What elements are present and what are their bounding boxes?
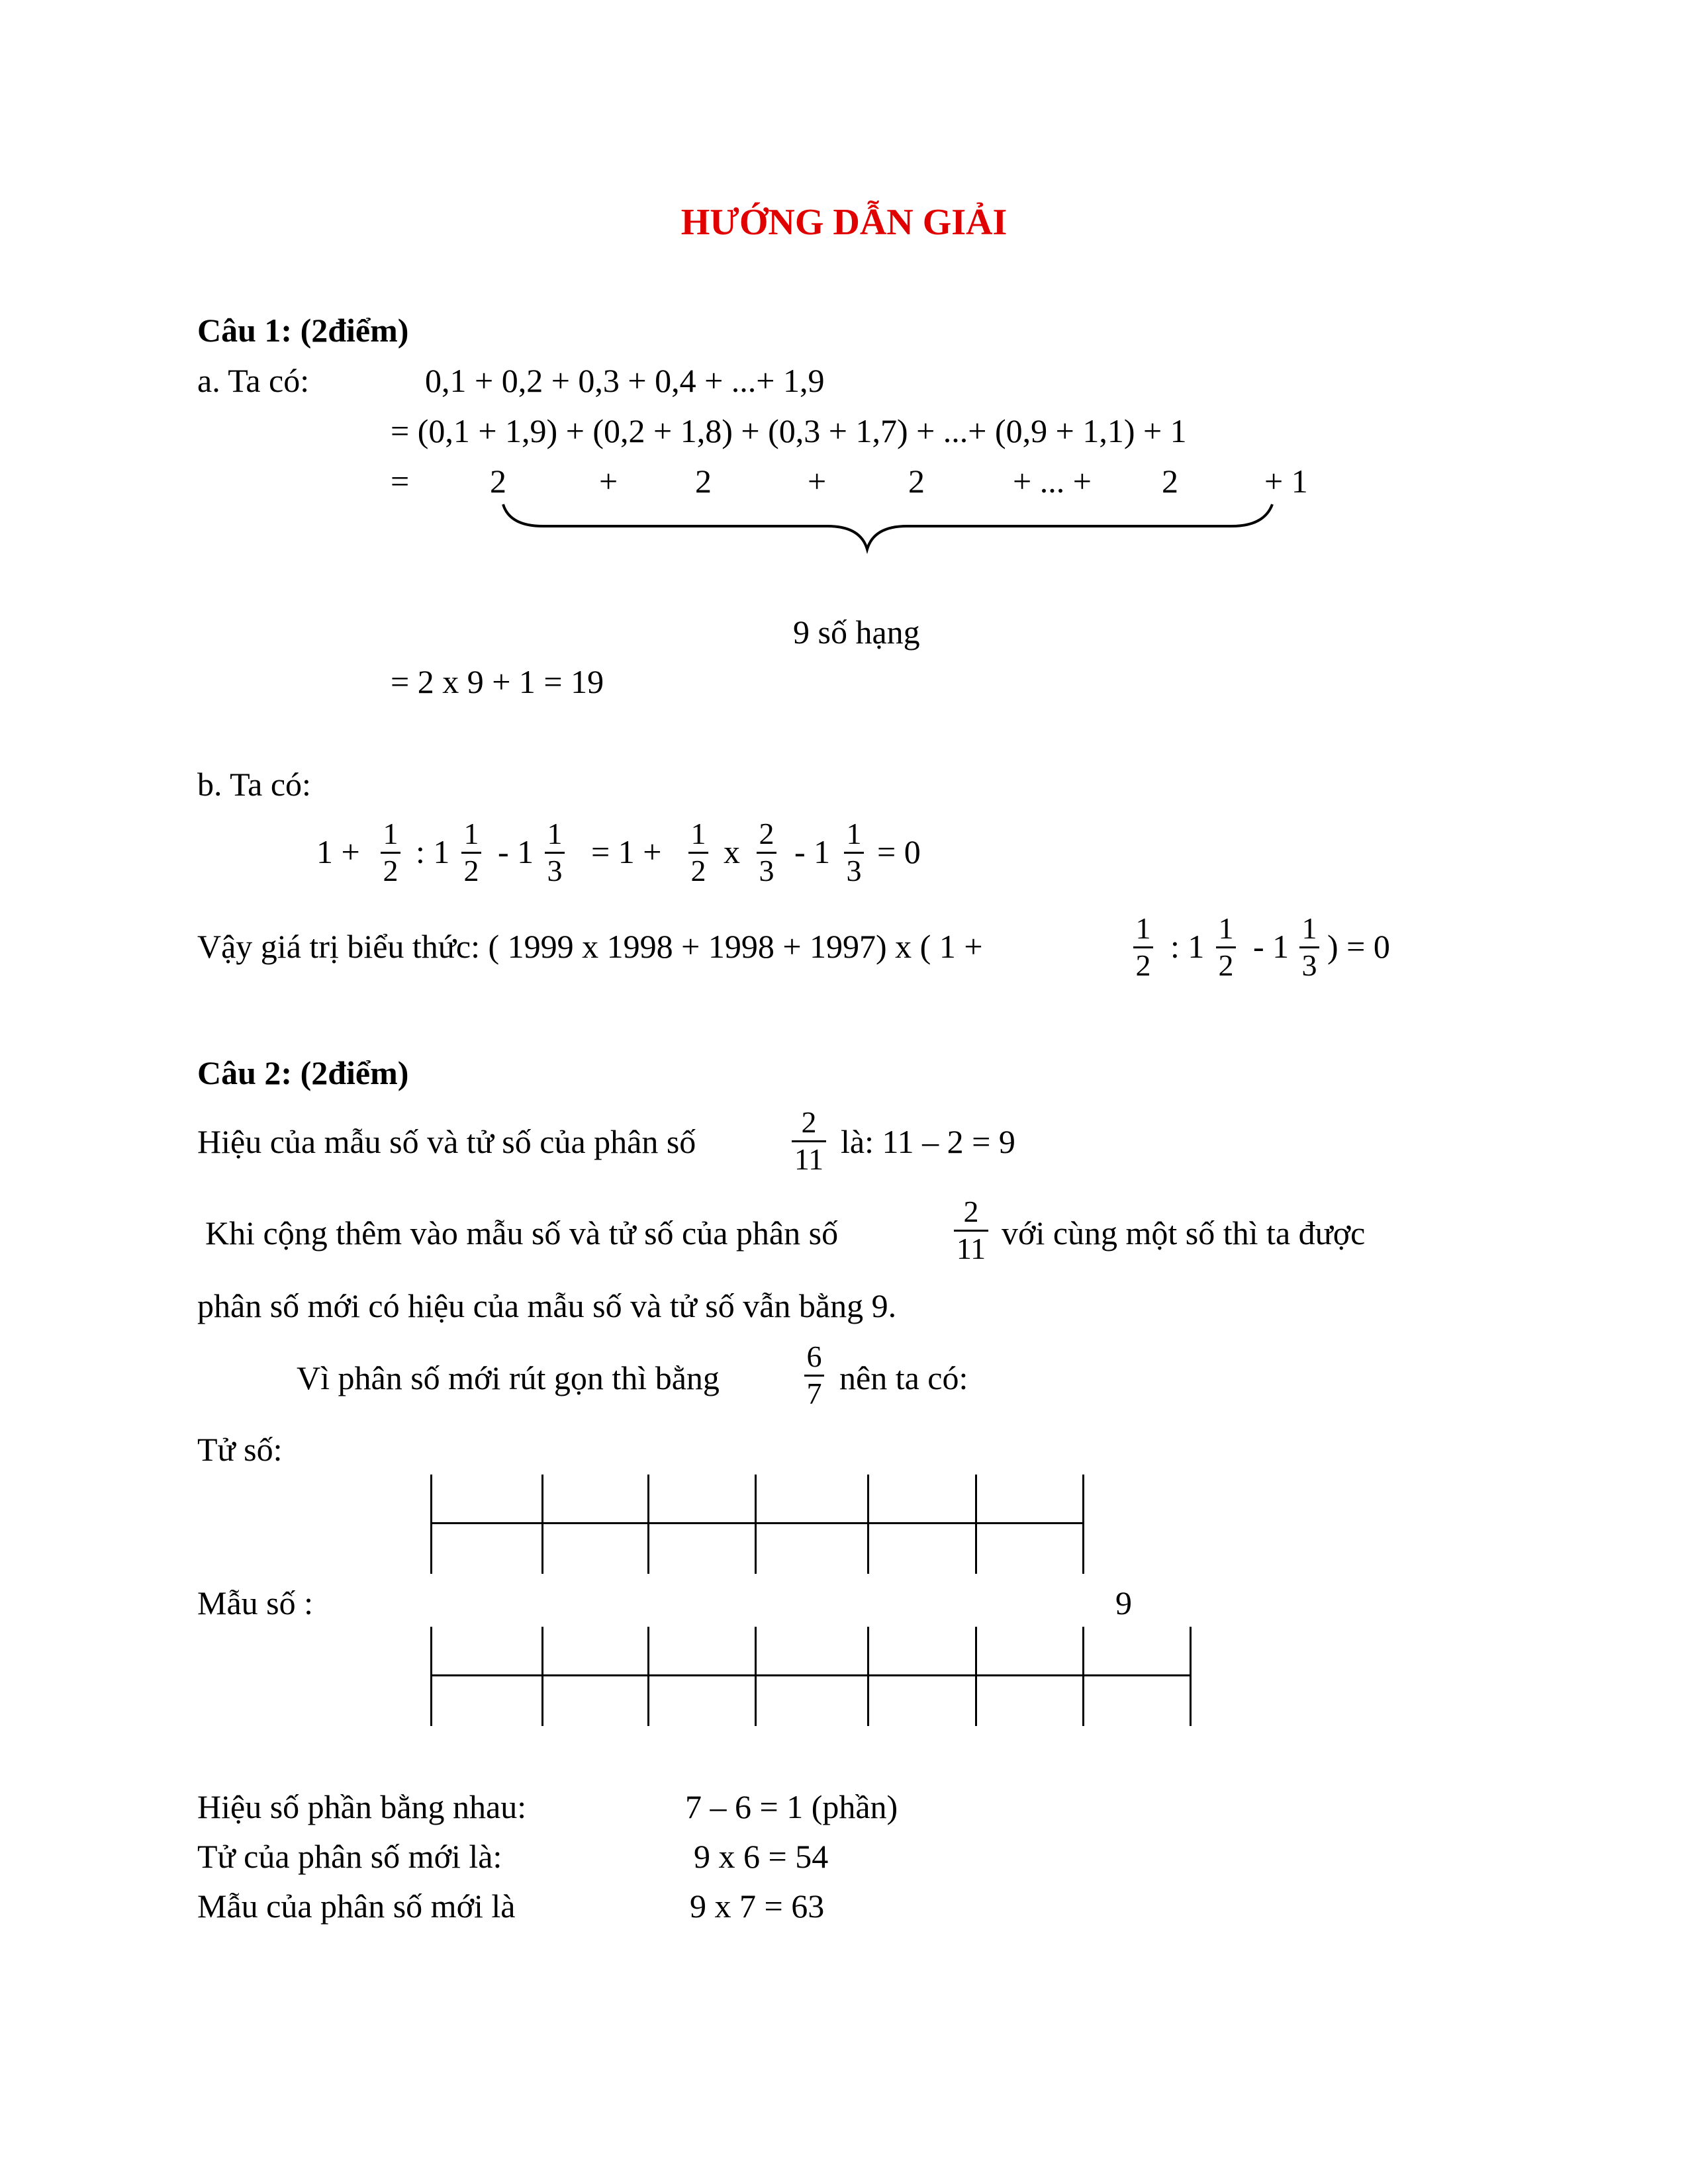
b-s4: = 1 + <box>591 833 662 870</box>
q2-line1-a: Hiệu của mẫu số và tử số của phân số <box>197 1123 696 1160</box>
tick <box>867 1475 869 1574</box>
mau-so-label: Mẫu số : <box>197 1584 313 1621</box>
tick <box>1190 1627 1192 1726</box>
tu-so-line <box>432 1522 1084 1524</box>
tick <box>975 1627 977 1726</box>
q1-heading: Câu 1: (2điểm) <box>197 312 409 349</box>
term-4: 2 <box>1162 463 1178 500</box>
eq-sign: = <box>391 463 410 500</box>
conclusion-text: Vậy giá trị biểu thức: ( 1999 x 1998 + 1998 + 1997) x ( 1 + <box>197 928 983 965</box>
tick <box>647 1475 649 1574</box>
result-value-2: 9 x 6 = 54 <box>694 1838 829 1875</box>
tick <box>975 1475 977 1574</box>
page-title: HƯỚNG DẪN GIẢI <box>680 202 1008 243</box>
plus-3: + ... + <box>1013 463 1092 500</box>
result-label-3: Mẫu của phân số mới là <box>197 1888 516 1925</box>
q2-heading: Câu 2: (2điểm) <box>197 1054 409 1091</box>
result-label-1: Hiệu số phần bằng nhau: <box>197 1788 527 1825</box>
q1-a-line2: = (0,1 + 1,9) + (0,2 + 1,8) + (0,3 + 1,7) + ...+ (0,9 + 1,1) + 1 <box>391 412 1187 449</box>
q1-b-label: b. Ta có: <box>197 766 311 803</box>
tick <box>1082 1627 1084 1726</box>
brace-label: 9 số hạng <box>793 614 920 651</box>
c-s4: ) = 0 <box>1327 928 1390 965</box>
tick <box>1082 1475 1084 1574</box>
c-s2: : 1 <box>1170 928 1205 965</box>
q1-a-line1: 0,1 + 0,2 + 0,3 + 0,4 + ...+ 1,9 <box>425 362 825 399</box>
tick <box>867 1627 869 1726</box>
term-2: 2 <box>695 463 712 500</box>
b-s5: x <box>724 833 740 870</box>
b-s2: : 1 <box>416 833 450 870</box>
term-3: 2 <box>908 463 925 500</box>
result-label-2: Tử của phân số mới là: <box>197 1838 502 1875</box>
q1-a-result: = 2 x 9 + 1 = 19 <box>391 663 604 700</box>
b-s6: - 1 <box>794 833 831 870</box>
tick <box>430 1627 432 1726</box>
q2-line2-b: với cùng một số thì ta được <box>1002 1214 1366 1251</box>
tick <box>541 1475 543 1574</box>
difference-label: 9 <box>1115 1584 1132 1621</box>
q2-line1-b: là: 11 – 2 = 9 <box>841 1123 1015 1160</box>
tick <box>755 1627 757 1726</box>
mau-so-line <box>432 1674 1190 1676</box>
q2-line4-a: Vì phân số mới rút gọn thì bằng <box>297 1359 720 1396</box>
q2-line3: phân số mới có hiệu của mẫu số và tử số vẫn bằng 9. <box>197 1287 897 1324</box>
plus-1: + <box>599 463 618 500</box>
term-1: 2 <box>490 463 506 500</box>
b-s3: - 1 <box>498 833 534 870</box>
under-brace <box>503 504 1272 549</box>
tick <box>430 1475 432 1574</box>
b-s1: 1 + <box>316 833 360 870</box>
q2-line2-a: Khi cộng thêm vào mẫu số và tử số của phân số <box>205 1214 839 1251</box>
b-s7: = 0 <box>877 833 921 870</box>
tick <box>541 1627 543 1726</box>
plus-2: + <box>808 463 827 500</box>
result-value-3: 9 x 7 = 63 <box>690 1888 825 1925</box>
tu-so-label: Tử số: <box>197 1431 283 1468</box>
tick <box>647 1627 649 1726</box>
tick <box>755 1475 757 1574</box>
q1-a-label: a. Ta có: <box>197 362 310 399</box>
result-value-1: 7 – 6 = 1 (phần) <box>685 1788 898 1825</box>
q2-line4-b: nên ta có: <box>839 1359 968 1396</box>
c-s3: - 1 <box>1253 928 1289 965</box>
plus-4: + 1 <box>1264 463 1308 500</box>
